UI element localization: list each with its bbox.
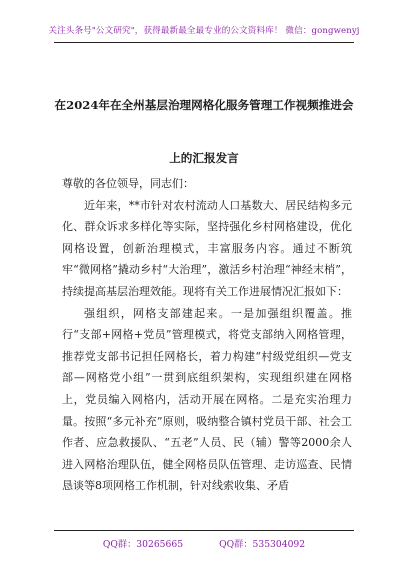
footer-divider (54, 530, 354, 531)
document-body (62, 173, 352, 497)
qq-group-2: QQ群：535304092 (219, 539, 306, 550)
header-divider (54, 42, 354, 43)
footer-contact (0, 536, 408, 550)
salutation: 尊敬的各位领导，同志们： (62, 177, 194, 190)
header-banner: 关注头条号"公文研究"，获得最新最全最专业的公文资料库！ 微信：gongwenyj (48, 26, 360, 36)
qq-group-1: QQ群：30265665 (102, 539, 184, 550)
document-title-line-2: 上的汇报发言 (169, 151, 239, 165)
body-paragraph: 强组织，网格支部建起来。一是加强组织覆盖。推行“支部+网格+党员”管理模式，将党支部纳入网格管理，推荐党支部书记担任网格长，着力构建“村级党组织—党支部—网格党小组”一贯到底组织架构，实现组织建在网格上，党员编入网格内，活动开展在网格。二是充实治理力量。按照“多元补充”原则，吸纳整合镇村党员干部、社会工作者、应急救援队、“五老”人员、民（辅）警等2000余人进入网格治理队伍，健全网格员队伍管理、走访巡查、民情恳谈等8项网格工作机制，针对线索收集、矛盾 (62, 306, 352, 493)
body-paragraph: 近年来，**市针对农村流动人口基数大、居民结构多元化、群众诉求多样化等实际，坚持强化乡村网格建设，优化网格设置，创新治理模式，丰富服务内容。通过不断筑牢“微网格”撬动乡村“大治理”，激活乡村治理“神经末梢”，持续提高基层治理效能。现将有关工作进展情况汇报如下： (62, 198, 352, 298)
document-title-line-1: 在2024年在全州基层治理网格化服务管理工作视频推进会 (54, 98, 354, 112)
